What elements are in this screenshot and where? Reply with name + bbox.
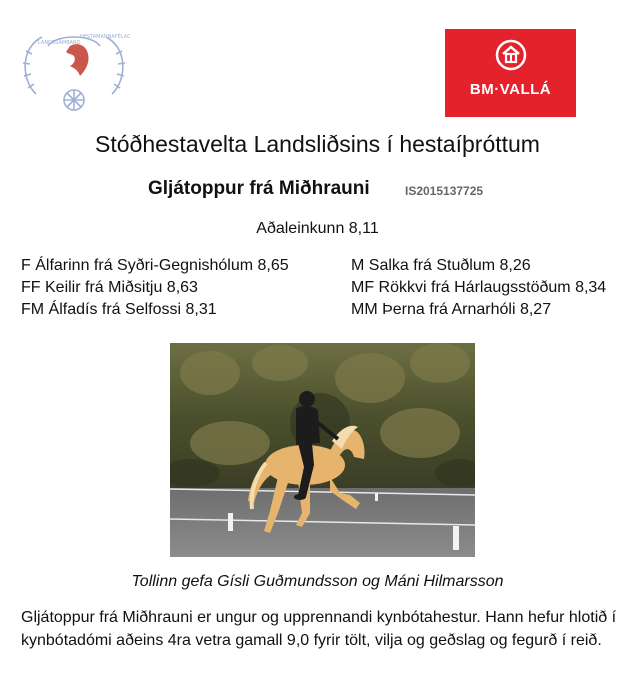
pedigree-entry: MF Rökkvi frá Hárlaugsstöðum 8,34 (351, 279, 607, 296)
bm-valla-logo (445, 29, 576, 117)
svg-text:HESTAMANNAFÉLAGA: HESTAMANNAFÉLAGA (80, 34, 130, 40)
pedigree-dam-line (351, 255, 606, 321)
pedigree-sire-line (21, 255, 289, 321)
pedigree-entry: M Salka frá Stuðlum 8,26 (351, 257, 531, 274)
pedigree-entry: FM Álfadís frá Selfossi 8,31 (21, 301, 217, 318)
registration-number: IS2015137725 (405, 184, 484, 198)
photo-caption: Tollinn gefa Gísli Guðmundsson og Máni Hilmarsson (131, 573, 504, 590)
horse-rider-photo (170, 343, 475, 557)
pedigree-entry: FF Keilir frá Miðsitju 8,63 (21, 279, 198, 296)
horse-description: Gljátoppur frá Miðhrauni er ungur og upprennandi kynbótahestur. Hann hefur hlotið í kynbótadómi aðeins 4ra vetra gamall 9,0 fyrir tölt, vilja og geðslag og fegurð í reið. (21, 609, 617, 649)
pedigree-entry: F Álfarinn frá Syðri-Gegnishólum 8,65 (21, 257, 289, 274)
federation-logo (18, 24, 130, 116)
brand-name: BM·VALLÁ (469, 81, 552, 98)
pedigree-entry: MM Þerna frá Arnarhóli 8,27 (351, 301, 552, 318)
house-icon (495, 39, 527, 71)
page-title: Stóðhestavelta Landsliðsins í hestaíþróttum (95, 131, 540, 157)
horse-name: Gljátoppur frá Miðhrauni (148, 178, 370, 199)
svg-text:LANDSSAMBAND: LANDSSAMBAND (38, 40, 81, 46)
main-score: Aðaleinkunn 8,11 (256, 220, 379, 237)
